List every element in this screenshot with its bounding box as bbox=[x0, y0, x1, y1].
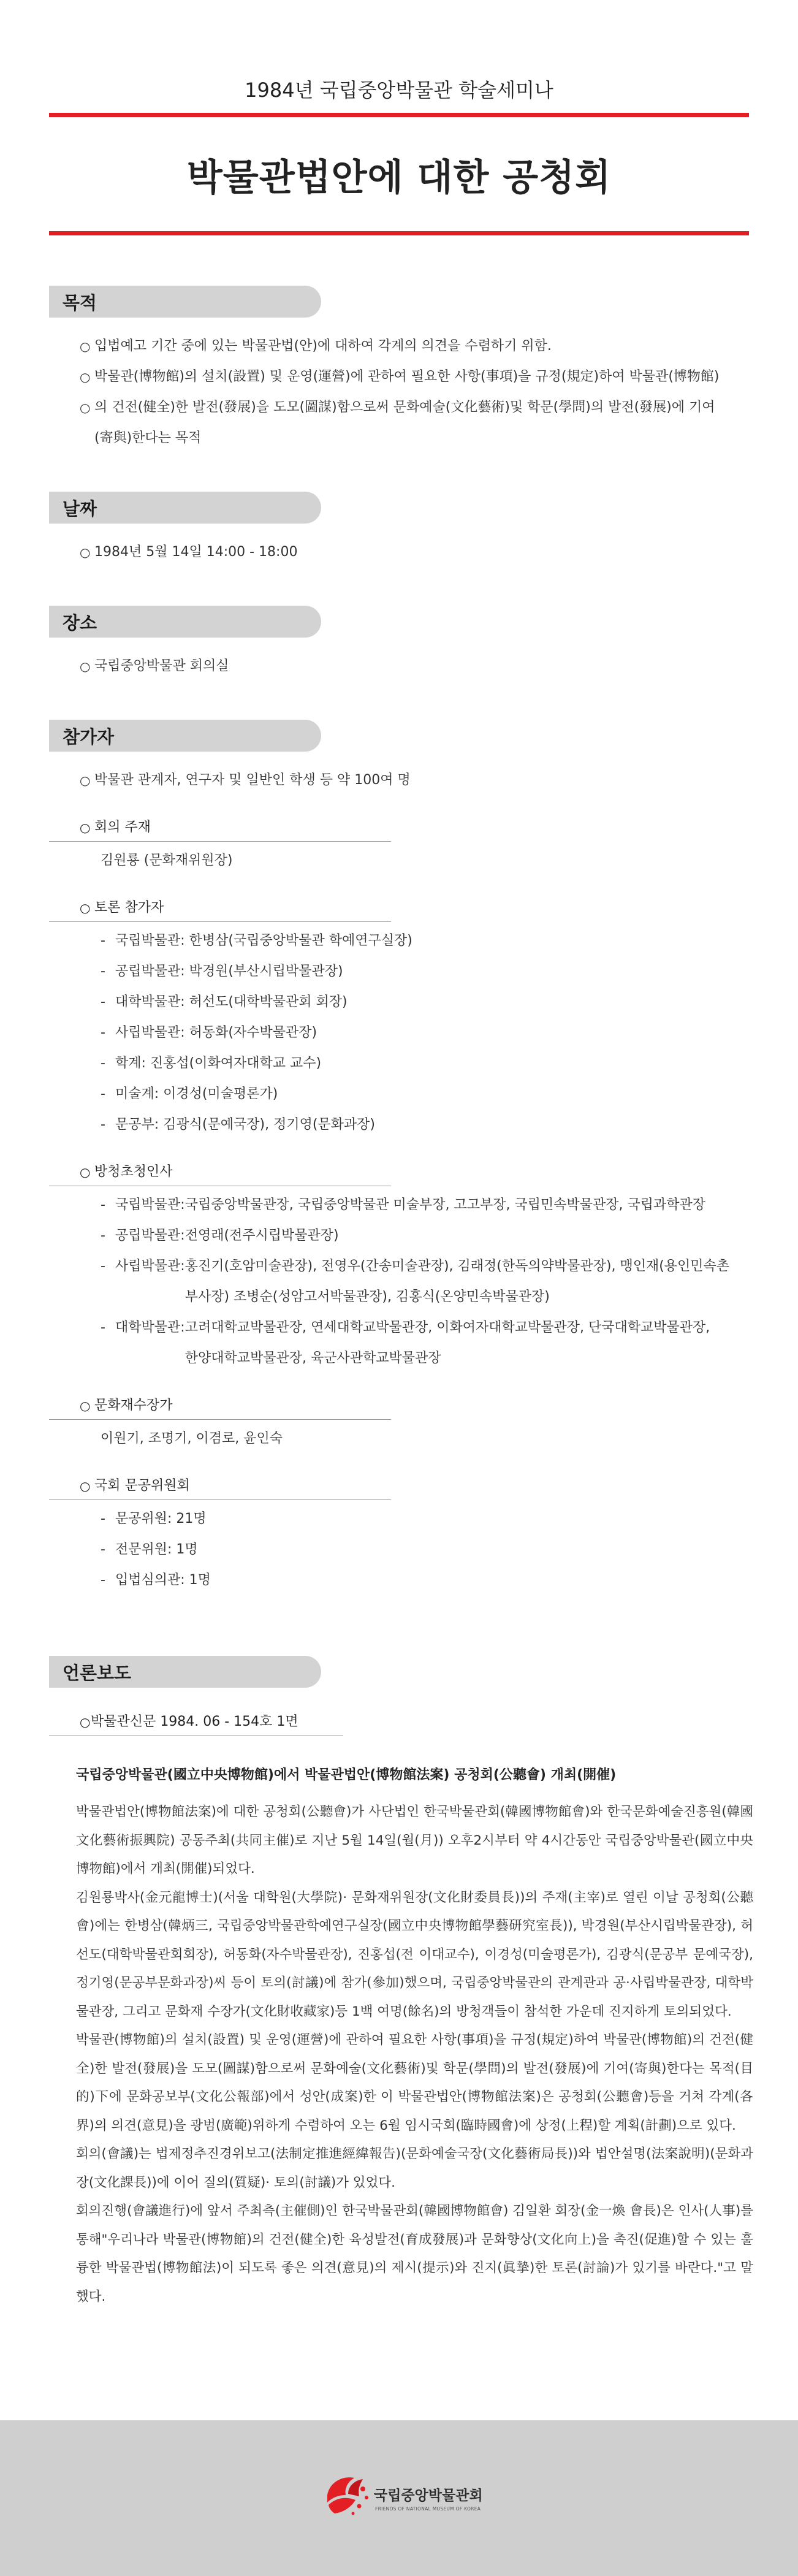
panel-item-text: 국립박물관: 한병삼(국립중앙박물관 학예연구실장) bbox=[115, 933, 412, 948]
assembly-item-text: 문공위원: 21명 bbox=[115, 1511, 207, 1526]
panel-item-text: 사립박물관: 허동화(자수박물관장) bbox=[115, 1025, 317, 1040]
assembly-item-text: 입법심의관: 1명 bbox=[115, 1572, 211, 1588]
invited-item-line: 홍진기(호암미술관장), 전영우(간송미술관장), 김래정(한독의약박물관장), 맹인재(용인민속촌 bbox=[184, 1259, 730, 1274]
panel-block bbox=[49, 894, 749, 1140]
logo-subtext: FRIENDS OF NATIONAL MUSEUM OF KOREA bbox=[375, 2506, 481, 2512]
invited-list bbox=[49, 1190, 749, 1374]
dash-mark: - bbox=[101, 994, 105, 1010]
footer bbox=[0, 2420, 798, 2576]
invited-item-label: 공립박물관: bbox=[115, 1228, 185, 1243]
article-paragraph: 김원룡박사(金元龍博士)(서울 대학원(大學院)· 문화재위원장(文化財委員長))의 주재(主宰)로 열린 이날 공청회(公聽會)에는 한병삼(韓炳三, 국립중앙박물관학예연구실장(國立中央博物館學藝研究室長)), 박경원(부산시립박물관장), 허선도(대학박물관회회장), 허동화(자수박물관장), 진홍섭(전 이대교수), 이경성(미술평론가), 김광식(문공부 문예국장), 정기영(문공부문화과장)씨 등이 토의(討議)에 참가(參加)했으며, 국립중앙박물관의 관계관과 공·사립박물관장, 대학박물관장, 그리고 문화재 수장가(文化財收藏家)등 1백 여명(餘名)의 방청객들이 참석한 가운데 진지하게 토의되었다. bbox=[76, 1889, 753, 2019]
dash-mark: - bbox=[101, 1572, 105, 1588]
host-title: ○ 회의 주재 bbox=[49, 814, 391, 842]
dash-mark: - bbox=[101, 1228, 105, 1243]
dash-mark: - bbox=[101, 1025, 105, 1040]
dash-mark: - bbox=[101, 1259, 105, 1274]
invited-item-text bbox=[185, 1190, 749, 1221]
article-paragraph: 회의진행(會議進行)에 앞서 주최측(主催側)인 한국박물관회(韓國博物館會) 김일환 회장(金一煥 會長)은 인사(人事)를 통해"우리나라 박물관(博物館)의 건전(健全)한 육성발전(育成發展)과 문화향상(文化向上)을 촉진(促進)할 수 있는 훌륭한 박물관법(博物館法)이 되도록 좋은 의견(意見)의 제시(提示)와 진지(眞摯)한 토론(討論)가 있기를 바란다."고 말했다. bbox=[76, 2203, 753, 2304]
article-paragraph: 박물관법안(博物館法案)에 대한 공청회(公聽會)가 사단법인 한국박물관회(韓國博物館會)와 한국문화예술진흥원(韓國文化藝術振興院) 공동주최(共同主催)로 지난 5월 14일(월(月)) 오후2시부터 약 4시간동안 국립중앙박물관(國立中央博物館)에서 개최(開催)되었다. bbox=[76, 1804, 753, 1877]
invited-item-label: 대학박물관: bbox=[115, 1320, 185, 1335]
press-heading: 언론보도 bbox=[49, 1656, 321, 1688]
assembly-item-text: 전문위원: 1명 bbox=[115, 1542, 198, 1557]
date-heading: 날짜 bbox=[49, 492, 321, 524]
panel-item bbox=[101, 1110, 749, 1140]
dash-mark: - bbox=[101, 1511, 105, 1526]
dash-mark: - bbox=[101, 1086, 105, 1102]
purpose-heading: 목적 bbox=[49, 286, 321, 318]
article-paragraph: 회의(會議)는 법제정추진경위보고(法制定推進經緯報告)(문화예술국장(文化藝術局長))와 법안설명(法案說明)(문화과장(文化課長))에 이어 질의(質疑)· 토의(討議)가 있었다. bbox=[76, 2146, 753, 2190]
participants-section bbox=[49, 720, 749, 1596]
collectors-block bbox=[49, 1392, 749, 1454]
invited-item bbox=[101, 1190, 749, 1221]
assembly-title: ○ 국회 문공위원회 bbox=[49, 1473, 391, 1500]
invited-item-label: 사립박물관: bbox=[115, 1259, 185, 1274]
panel-item bbox=[101, 1079, 749, 1110]
dash-mark: - bbox=[101, 933, 105, 948]
museum-logo[interactable] bbox=[324, 2471, 483, 2526]
purpose-item: ○ 입법예고 기간 중에 있는 박물관법(안)에 대하여 각계의 의견을 수렴하기 위함. bbox=[49, 331, 749, 362]
host-block bbox=[49, 814, 749, 876]
date-section bbox=[49, 492, 749, 568]
invited-item-label: 국립박물관: bbox=[115, 1197, 185, 1213]
content bbox=[49, 286, 753, 2349]
invited-item-line: 한양대학교박물관장, 육군사관학교박물관장 bbox=[184, 1351, 441, 1366]
assembly-block bbox=[49, 1473, 749, 1596]
date-value: ○ 1984년 5월 14일 14:00 - 18:00 bbox=[49, 537, 749, 568]
invited-item-text bbox=[185, 1251, 749, 1313]
invited-item bbox=[101, 1221, 749, 1251]
panel-list bbox=[49, 926, 749, 1140]
header-rule-bottom bbox=[49, 231, 749, 235]
invited-item bbox=[101, 1251, 749, 1313]
dash-mark: - bbox=[101, 1117, 105, 1132]
invited-item-text bbox=[185, 1221, 749, 1251]
logo-emblem-icon bbox=[324, 2471, 376, 2520]
collectors-names: 이원기, 조명기, 이겸로, 윤인숙 bbox=[101, 1431, 283, 1446]
header-rule-top bbox=[49, 113, 749, 117]
panel-item-text: 공립박물관: 박경원(부산시립박물관장) bbox=[115, 964, 343, 979]
logo-text: 국립중앙박물관회 bbox=[374, 2488, 483, 2504]
press-source-block bbox=[49, 1709, 749, 1736]
venue-heading: 장소 bbox=[49, 606, 321, 638]
panel-item-text: 문공부: 김광식(문예국장), 정기영(문화과장) bbox=[115, 1117, 376, 1132]
article-title: 국립중앙박물관(國立中央博物館)에서 박물관법안(博物館法案) 공청회(公聽會) 개최(開催) bbox=[76, 1767, 617, 1783]
purpose-line: (寄與)한다는 목적 bbox=[94, 430, 202, 446]
seminar-kicker: 1984년 국립중앙박물관 학술세미나 bbox=[245, 78, 553, 102]
press-section bbox=[49, 1656, 753, 2311]
panel-item bbox=[101, 956, 749, 987]
dash-mark: - bbox=[101, 964, 105, 979]
dash-mark: - bbox=[101, 1056, 105, 1071]
dash-mark: - bbox=[101, 1320, 105, 1335]
venue-value: ○ 국립중앙박물관 회의실 bbox=[49, 651, 749, 682]
panel-item-text: 대학박물관: 허선도(대학박물관회 회장) bbox=[115, 994, 348, 1010]
panel-title: ○ 토론 참가자 bbox=[49, 894, 391, 922]
dash-mark: - bbox=[101, 1197, 105, 1213]
purpose-item: ○ 박물관(博物館)의 설치(設置) 및 운영(運營)에 관하여 필요한 사항(事項)을 규정(規定)하여 박물관(博物館) bbox=[49, 362, 749, 392]
participants-heading: 참가자 bbox=[49, 720, 321, 752]
assembly-item bbox=[101, 1565, 749, 1596]
invited-item-line: 고려대학교박물관장, 연세대학교박물관장, 이화여자대학교박물관장, 단국대학교박물관장, bbox=[184, 1320, 710, 1335]
purpose-section bbox=[49, 286, 749, 454]
invited-item-line: 전영래(전주시립박물관장) bbox=[184, 1228, 339, 1243]
panel-item bbox=[101, 1018, 749, 1048]
panel-item-text: 학계: 진홍섭(이화여자대학교 교수) bbox=[115, 1056, 322, 1071]
panel-item-text: 미술계: 이경성(미술평론가) bbox=[115, 1086, 278, 1102]
invited-item-line: 부사장) 조병순(성암고서박물관장), 김홍식(온양민속박물관장) bbox=[184, 1289, 550, 1305]
collectors-title: ○ 문화재수장가 bbox=[49, 1392, 391, 1420]
assembly-item bbox=[101, 1504, 749, 1534]
host-name: 김원룡 (문화재위원장) bbox=[101, 853, 233, 868]
assembly-list bbox=[49, 1504, 749, 1596]
panel-item bbox=[101, 1048, 749, 1079]
invited-block bbox=[49, 1159, 749, 1374]
purpose-line: 의 건전(健全)한 발전(發展)을 도모(圖謀)함으로써 문화예술(文化藝術)및 학문(學問)의 발전(發展)에 기여 bbox=[94, 400, 715, 415]
venue-section bbox=[49, 606, 749, 682]
press-source: ○ 박물관신문 1984. 06 - 154호 1면 bbox=[49, 1709, 343, 1736]
purpose-item-continued bbox=[49, 392, 749, 423]
invited-item-line: 국립중앙박물관장, 국립중앙박물관 미술부장, 고고부장, 국립민속박물관장, 국립과학관장 bbox=[184, 1197, 705, 1213]
article-paragraph: 박물관(博物館)의 설치(設置) 및 운영(運營)에 관하여 필요한 사항(事項)을 규정(規定)하여 박물관(博物館)의 건전(健全)한 발전(發展)을 도모(圖謀)함으로써 문화예술(文化藝術)및 학문(學問)의 발전(發展)에 기여(寄與)한다는 목적(目的)下에 문화공보부(文化公報部)에서 성안(成案)한 이 박물관법안(博物館法案)은 공청회(公聽會)등을 거쳐 각계(各界)의 의견(意見)을 광범(廣範)위하게 수렴하여 오는 6월 임시국회(臨時國會)에 상정(上程)할 계획(計劃)으로 있다. bbox=[76, 2032, 753, 2133]
dash-mark: - bbox=[101, 1542, 105, 1557]
participants-summary: ○ 박물관 관계자, 연구자 및 일반인 학생 등 약 100여 명 bbox=[49, 765, 749, 796]
invited-item bbox=[101, 1313, 749, 1374]
invited-title: ○ 방청초청인사 bbox=[49, 1159, 391, 1186]
panel-item bbox=[101, 926, 749, 956]
panel-item bbox=[101, 987, 749, 1018]
invited-item-text bbox=[185, 1313, 749, 1374]
article-body bbox=[49, 1798, 753, 2311]
page-title: 박물관법안에 대한 공청회 bbox=[186, 156, 612, 199]
assembly-item bbox=[101, 1534, 749, 1565]
